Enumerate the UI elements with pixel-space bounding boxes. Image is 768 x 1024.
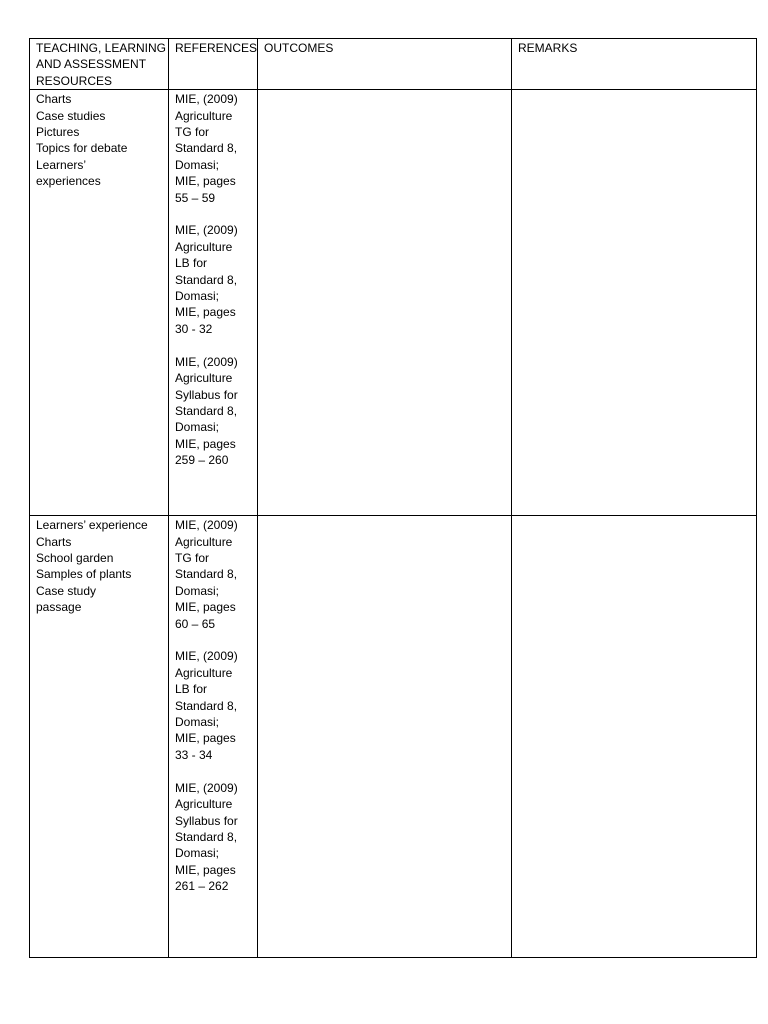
reference-entry	[175, 91, 251, 206]
reference-line: Standard 8,	[175, 829, 238, 844]
reference-entry	[175, 354, 251, 469]
header-remarks: REMARKS	[512, 39, 757, 90]
resource-item: Pictures	[36, 125, 80, 140]
table-header-row	[30, 39, 757, 90]
reference-line: Standard 8,	[175, 567, 238, 582]
reference-line: Agriculture	[175, 239, 233, 254]
reference-line: Agriculture	[175, 371, 233, 386]
reference-entry	[175, 222, 251, 337]
header-resources-line: AND ASSESSMENT	[36, 57, 147, 72]
resource-item: passage	[36, 600, 82, 615]
reference-line: Agriculture	[175, 665, 233, 680]
reference-line: Standard 8,	[175, 403, 238, 418]
reference-line: 259 – 260	[175, 453, 229, 468]
references-cell	[169, 516, 258, 958]
remarks-cell	[512, 90, 757, 516]
resource-item: Case study	[36, 583, 97, 598]
resources-cell	[30, 516, 169, 958]
reference-line: Domasi;	[175, 846, 220, 861]
reference-line: MIE, pages	[175, 600, 236, 615]
reference-line: Agriculture	[175, 797, 233, 812]
reference-line: 30 - 32	[175, 321, 213, 336]
reference-line: MIE, (2009)	[175, 518, 238, 533]
reference-line: MIE, pages	[175, 436, 236, 451]
references-cell	[169, 90, 258, 516]
reference-line: Domasi;	[175, 157, 220, 172]
resource-item: Topics for debate	[36, 141, 128, 156]
reference-line: MIE, (2009)	[175, 649, 238, 664]
resource-item: Charts	[36, 534, 72, 549]
header-resources-line: TEACHING, LEARNING	[36, 41, 167, 55]
resources-cell	[30, 90, 169, 516]
resource-item: Charts	[36, 92, 72, 107]
reference-line: 33 - 34	[175, 747, 213, 762]
header-resources	[30, 39, 169, 90]
remarks-cell	[512, 516, 757, 958]
reference-line: LB for	[175, 682, 208, 697]
reference-line: Domasi;	[175, 289, 220, 304]
resource-item: School garden	[36, 551, 114, 566]
reference-line: TG for	[175, 551, 210, 566]
reference-line: Agriculture	[175, 534, 233, 549]
resource-item: Learners’ experience	[36, 518, 148, 533]
reference-line: MIE, pages	[175, 862, 236, 877]
reference-line: Agriculture	[175, 108, 233, 123]
outcomes-cell	[258, 90, 512, 516]
reference-line: MIE, (2009)	[175, 354, 238, 369]
reference-line: Domasi;	[175, 715, 220, 730]
header-resources-line: RESOURCES	[36, 73, 113, 88]
reference-line: MIE, pages	[175, 305, 236, 320]
resource-item: Samples of plants	[36, 567, 132, 582]
header-outcomes: OUTCOMES	[258, 39, 512, 90]
reference-line: MIE, pages	[175, 731, 236, 746]
resources-table	[29, 38, 757, 958]
reference-line: MIE, pages	[175, 174, 236, 189]
table-row	[30, 516, 757, 958]
reference-line: Syllabus for	[175, 813, 238, 828]
header-references: REFERENCES	[169, 39, 258, 90]
reference-line: 55 – 59	[175, 190, 216, 205]
reference-line: Standard 8,	[175, 272, 238, 287]
reference-line: Domasi;	[175, 583, 220, 598]
resource-item: Learners’	[36, 157, 87, 172]
reference-line: Syllabus for	[175, 387, 238, 402]
reference-entry	[175, 780, 251, 895]
reference-line: Domasi;	[175, 420, 220, 435]
reference-line: MIE, (2009)	[175, 780, 238, 795]
reference-line: 261 – 262	[175, 879, 229, 894]
reference-line: MIE, (2009)	[175, 223, 238, 238]
outcomes-cell	[258, 516, 512, 958]
resource-item: Case studies	[36, 108, 106, 123]
resource-item: experiences	[36, 174, 101, 189]
table-row	[30, 90, 757, 516]
reference-entry	[175, 517, 251, 632]
reference-line: 60 – 65	[175, 616, 216, 631]
reference-line: MIE, (2009)	[175, 92, 238, 107]
reference-entry	[175, 648, 251, 763]
reference-line: LB for	[175, 256, 208, 271]
reference-line: TG for	[175, 125, 210, 140]
reference-line: Standard 8,	[175, 141, 238, 156]
reference-line: Standard 8,	[175, 698, 238, 713]
